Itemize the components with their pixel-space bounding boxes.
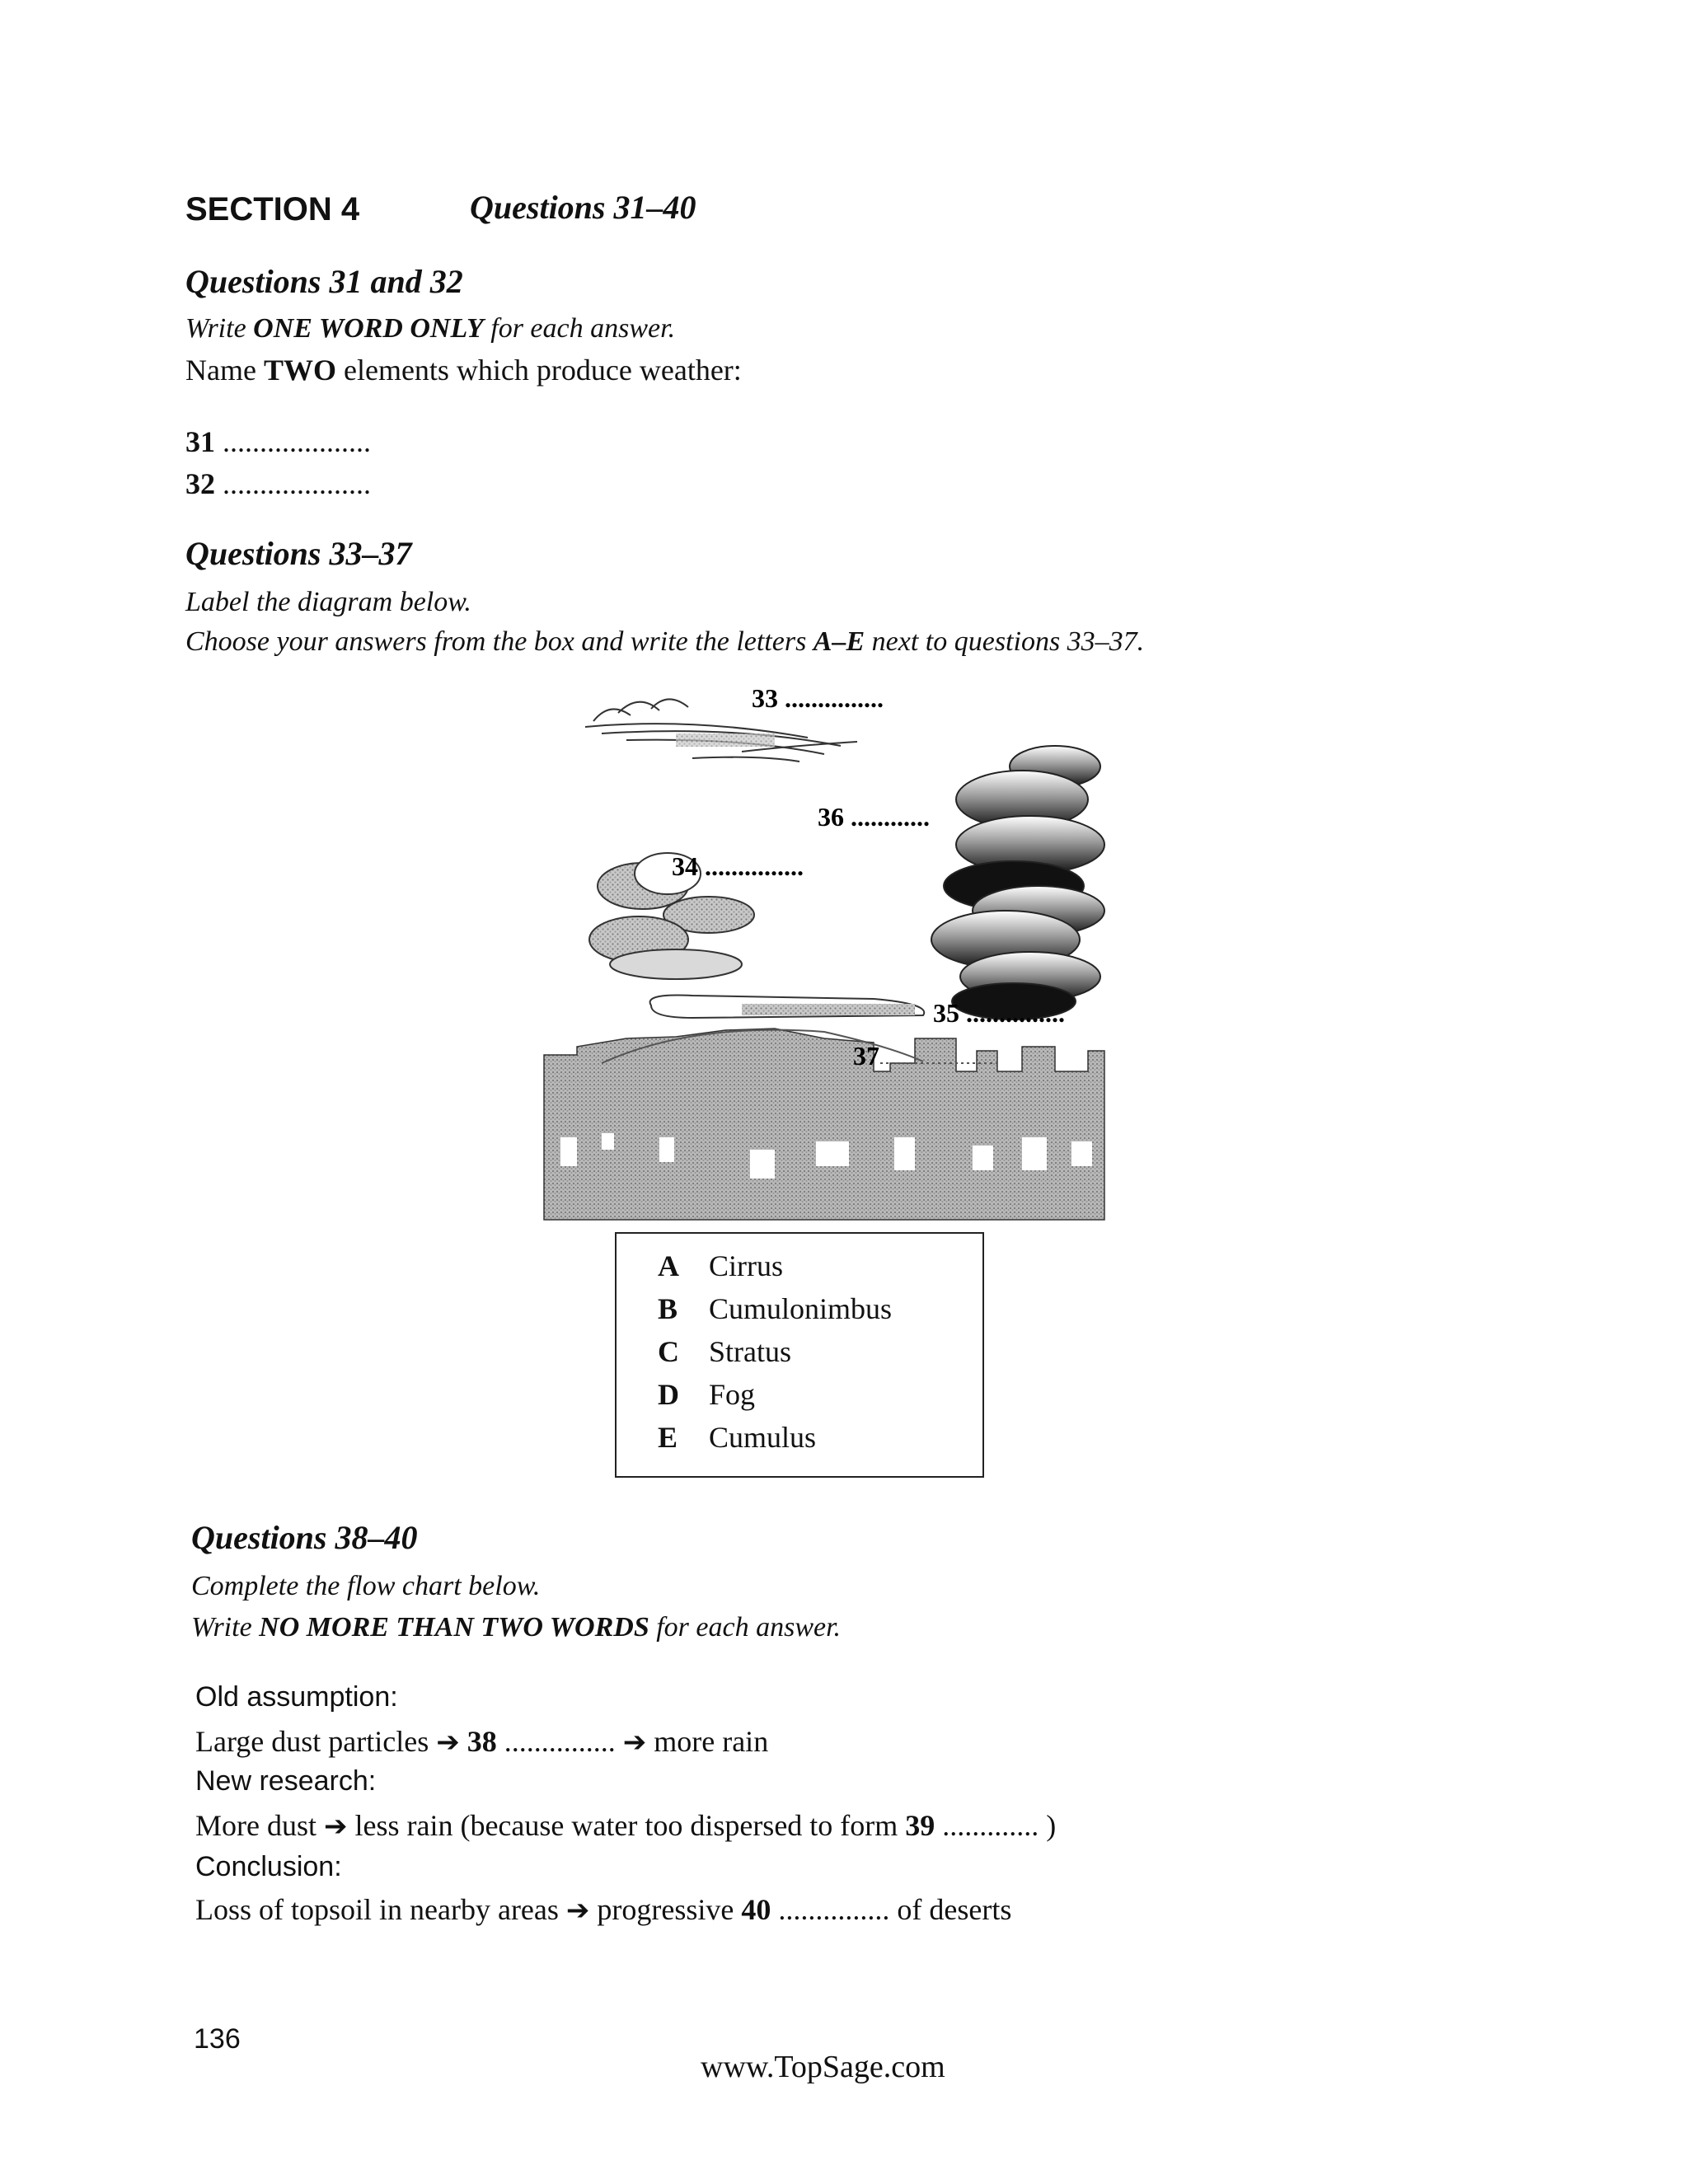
- instruction-text: Write: [185, 313, 254, 344]
- question-number: 32: [185, 467, 215, 500]
- option-letter: B: [658, 1292, 678, 1325]
- q33-37-instruction-2: [185, 626, 1144, 658]
- option-text: Cirrus: [709, 1249, 783, 1282]
- instruction-text: for each answer.: [649, 1612, 842, 1643]
- flow-new-line: [195, 1808, 1056, 1843]
- flow-text: More dust: [195, 1809, 316, 1842]
- prompt-text: elements which produce weather:: [335, 354, 742, 387]
- option-row: [658, 1291, 892, 1326]
- instruction-text: next to questions 33–37.: [865, 626, 1145, 657]
- option-text: Cumulus: [709, 1421, 817, 1454]
- arrow-right-icon: ➔: [565, 1894, 590, 1927]
- option-row: [658, 1334, 791, 1369]
- q33-37-heading: Questions 33–37: [185, 535, 412, 572]
- q31-32-heading: Questions 31 and 32: [185, 263, 463, 300]
- option-text: Cumulonimbus: [709, 1292, 893, 1325]
- stratus-cloud: [650, 996, 925, 1019]
- options-box: [615, 1232, 984, 1478]
- label-34: 34 ...............: [672, 851, 804, 881]
- answer-blank: ....................: [215, 425, 371, 458]
- instruction-emphasis: ONE WORD ONLY: [253, 313, 484, 344]
- q38-40-instruction-1: Complete the flow chart below.: [191, 1571, 541, 1601]
- label-36: 36 ............: [818, 802, 930, 832]
- answer-blank[interactable]: ............... of deserts: [771, 1893, 1012, 1926]
- instruction-text: Choose your answers from the box and write the letters: [185, 626, 814, 657]
- cloud-diagram: [528, 676, 1154, 1236]
- flow-conclusion-line: [195, 1892, 1011, 1927]
- label-33: 33 ...............: [752, 683, 884, 713]
- option-letter: A: [658, 1249, 679, 1282]
- instruction-emphasis: A–E: [813, 626, 865, 657]
- instruction-text: for each answer.: [483, 313, 676, 344]
- answer-blank[interactable]: ............. ): [935, 1809, 1057, 1842]
- q31-32-instruction: [185, 313, 675, 344]
- prompt-text: Name: [185, 354, 264, 387]
- option-letter: C: [658, 1335, 679, 1368]
- cumulonimbus-cloud: [931, 746, 1104, 1019]
- answer-line-31[interactable]: [185, 424, 371, 459]
- label-35: 35 ...............: [933, 998, 1065, 1028]
- arrow-right-icon: ➔: [622, 1726, 647, 1759]
- flow-conclusion-label: Conclusion:: [195, 1851, 342, 1882]
- arrow-right-icon: ➔: [436, 1726, 460, 1759]
- answer-blank[interactable]: ...............: [496, 1725, 616, 1758]
- flow-old-label: Old assumption:: [195, 1681, 398, 1713]
- flow-old-line: [195, 1724, 768, 1759]
- flow-text: more rain: [654, 1725, 769, 1758]
- question-number: 38: [467, 1725, 497, 1758]
- footer-url[interactable]: www.TopSage.com: [701, 2050, 945, 2084]
- option-row: [658, 1249, 783, 1283]
- option-text: Fog: [709, 1378, 756, 1411]
- arrow-right-icon: ➔: [324, 1810, 348, 1843]
- flow-text: progressive: [597, 1893, 734, 1926]
- option-letter: E: [658, 1421, 678, 1454]
- question-number: 40: [741, 1893, 771, 1926]
- label-37: 37: [853, 1041, 879, 1071]
- prompt-emphasis: TWO: [263, 354, 336, 387]
- answer-blank: ....................: [215, 467, 371, 500]
- q33-37-instruction-1: Label the diagram below.: [185, 587, 471, 617]
- instruction-emphasis: NO MORE THAN TWO WORDS: [259, 1612, 649, 1643]
- option-row: [658, 1420, 816, 1455]
- option-letter: D: [658, 1378, 679, 1411]
- q38-40-instruction-2: [191, 1612, 841, 1643]
- q31-32-prompt: [185, 353, 742, 387]
- flow-new-label: New research:: [195, 1765, 377, 1797]
- city-skyline: [544, 1029, 1104, 1220]
- q38-40-heading: Questions 38–40: [191, 1519, 418, 1556]
- option-text: Stratus: [709, 1335, 792, 1368]
- option-row: [658, 1377, 755, 1412]
- flow-text: Loss of topsoil in nearby areas: [195, 1893, 559, 1926]
- section-title: SECTION 4: [185, 191, 360, 227]
- question-number: 31: [185, 425, 215, 458]
- answer-line-32[interactable]: [185, 466, 371, 501]
- instruction-text: Write: [191, 1612, 260, 1643]
- question-number: 39: [905, 1809, 935, 1842]
- page-number: 136: [194, 2023, 241, 2055]
- flow-text: less rain (because water too dispersed to form: [354, 1809, 898, 1842]
- flow-text: Large dust particles: [195, 1725, 429, 1758]
- section-questions-range: Questions 31–40: [470, 189, 696, 226]
- cirrus-shading: [676, 733, 775, 747]
